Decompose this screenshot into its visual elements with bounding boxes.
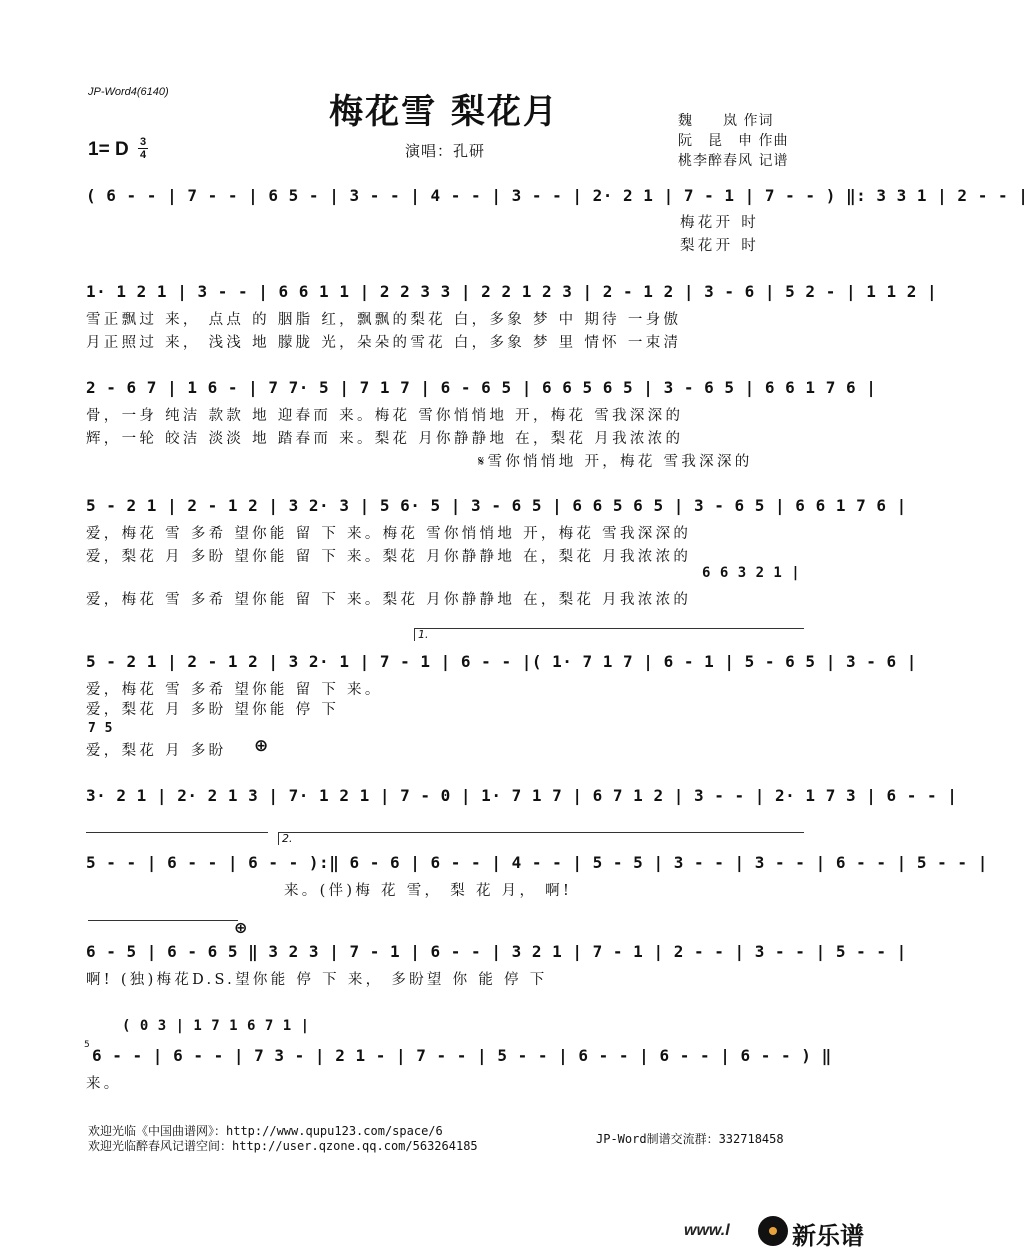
notation-row-9-upper: ( 0 3 | 1 7 1 6 7 1 | <box>122 1018 310 1034</box>
notation-row-6: 3· 2 1 | 2· 2 1 3 | 7· 1 2 1 | 7 - 0 | 1· 7 1 7 | 6 7 1 2 | 3 - - | 2· 1 7 3 | 6 - - | <box>86 786 958 805</box>
logo-brand: 新乐谱 <box>792 1222 864 1250</box>
alternate-notation: 6 6 3 2 1 | <box>702 565 801 581</box>
volta-2-bracket <box>278 832 302 845</box>
footer-link-qzone[interactable]: 欢迎光临醉春风记谱空间：http://user.qzone.qq.com/563264185 <box>88 1139 478 1153</box>
volta-1-bracket <box>414 628 438 641</box>
lyrics-row-2-verse-2: 月正照过 来， 浅浅 地 朦胧 光，朵朵的雪花 白，多象 梦 里 情怀 一束清 <box>86 335 682 351</box>
lyrics-row-1-verse-2: 梨花开 时 <box>680 238 760 254</box>
lyrics-row-3-verse-2: 辉，一轮 皎洁 淡淡 地 踏春而 来。梨花 月你静静地 在，梨花 月我浓浓的 <box>86 431 684 447</box>
composer-credit: 阮 昆 申 作曲 <box>678 133 789 149</box>
logo-url: www.l <box>684 1222 730 1239</box>
volta-2-label: 2. <box>282 832 293 845</box>
notation-row-5: 5 - 2 1 | 2 - 1 2 | 3 2· 1 | 7 - 1 | 6 - - |( 1· 7 1 7 | 6 - 1 | 5 - 6 5 | 3 - 6 | <box>86 652 917 671</box>
lyricist-credit: 魏 岚 作词 <box>678 113 774 129</box>
notation-row-8: 6 - 5 | 6 - 6 5 ‖ 3 2 3 | 7 - 1 | 6 - - | 3 2 1 | 7 - 1 | 2 - - | 3 - - | 5 - - | <box>86 942 907 961</box>
lyrics-row-3-verse-1: 骨，一身 纯洁 款款 地 迎春而 来。梅花 雪你悄悄地 开，梅花 雪我深深的 <box>86 408 684 424</box>
volta-1-label: 1. <box>418 628 429 641</box>
key-signature: 1= D <box>88 139 129 160</box>
lyrics-row-4-verse-3: 爱，梅花 雪 多希 望你能 留 下 来。梨花 月你静静地 在，梨花 月我浓浓的 <box>86 592 692 608</box>
lyrics-row-7: 来。(伴)梅 花 雪， 梨 花 月， 啊! <box>284 883 573 899</box>
notation-row-7: 5 - - | 6 - - | 6 - - ):‖ 6 - 6 | 6 - - | 4 - - | 5 - 5 | 3 - - | 3 - - | 6 - - | 5 - - | <box>86 853 988 872</box>
volta-continuation-line <box>86 832 268 833</box>
lyrics-row-2-verse-1: 雪正飘过 来， 点点 的 胭脂 红，飘飘的梨花 白，多象 梦 中 期待 一身傲 <box>86 312 682 328</box>
notation-row-4: 5 - 2 1 | 2 - 1 2 | 3 2· 3 | 5 6· 5 | 3 - 6 5 | 6 6 5 6 5 | 3 - 6 5 | 6 6 1 7 6 | <box>86 496 907 515</box>
footer-group: JP-Word制谱交流群：332718458 <box>596 1132 784 1146</box>
coda-sign-1: ⊕ <box>254 736 269 756</box>
singer: 演唱：孔研 <box>405 142 486 160</box>
lyrics-row-5-verse-1: 爱，梅花 雪 多希 望你能 留 下 来。 <box>86 682 383 698</box>
footer-link-qupu[interactable]: 欢迎光临《中国曲谱网》：http://www.qupu123.com/space/6 <box>88 1124 443 1138</box>
footer-links <box>88 1124 478 1154</box>
meter-top: 3 <box>139 136 147 148</box>
time-signature <box>138 136 148 161</box>
volta-2-line <box>278 832 804 833</box>
record-disc-icon <box>758 1216 788 1246</box>
segno-mark: 5 <box>84 1040 90 1050</box>
lyrics-row-4-verse-1: 爱，梅花 雪 多希 望你能 留 下 来。梅花 雪你悄悄地 开，梅花 雪我深深的 <box>86 526 692 542</box>
transcriber-credit: 桃李醉春风 记谱 <box>678 153 789 169</box>
lyrics-row-8: 啊! (独)梅花D.S.望你能 停 下 来， 多盼望 你 能 停 下 <box>86 972 548 988</box>
meter-bottom: 4 <box>139 149 147 161</box>
volta-1-line <box>414 628 804 629</box>
small-notation: 7 5 <box>88 721 113 736</box>
lyrics-row-5-verse-2: 爱，梨花 月 多盼 望你能 停 下 <box>86 702 340 718</box>
software-label: JP-Word4(6140) <box>88 86 169 98</box>
notation-row-9: 6 - - | 6 - - | 7 3 - | 2 1 - | 7 - - | 5 - - | 6 - - | 6 - - | 6 - - ) ‖ <box>92 1046 832 1065</box>
coda-line <box>88 920 238 921</box>
song-title: 梅花雪 梨花月 <box>329 92 559 132</box>
lyrics-row-1-verse-1: 梅花开 时 <box>680 215 760 231</box>
lyrics-row-5-verse-3: 爱，梨花 月 多盼 <box>86 743 227 759</box>
coda-sign-2: ⊕ <box>234 918 248 937</box>
notation-row-2: 1· 1 2 1 | 3 - - | 6 6 1 1 | 2 2 3 3 | 2 2 1 2 3 | 2 - 1 2 | 3 - 6 | 5 2 - | 1 1 2 | <box>86 282 938 301</box>
site-logo <box>684 1214 884 1250</box>
lyrics-row-4-verse-2: 爱，梨花 月 多盼 望你能 留 下 来。梨花 月你静静地 在，梨花 月我浓浓的 <box>86 549 692 565</box>
lyrics-row-9: 来。 <box>86 1076 122 1092</box>
notation-row-1: ( 6 - - | 7 - - | 6 5 - | 3 - - | 4 - - | 3 - - | 2· 2 1 | 7 - 1 | 7 - - ) ‖: 3 3 1 | 2 - - | <box>86 186 1028 205</box>
lyrics-row-3-segno: 𝄋雪你悄悄地 开，梅花 雪我深深的 <box>478 454 753 470</box>
notation-row-3: 2 - 6 7 | 1 6 - | 7 7· 5 | 7 1 7 | 6 - 6 5 | 6 6 5 6 5 | 3 - 6 5 | 6 6 1 7 6 | <box>86 378 877 397</box>
credits <box>678 111 788 171</box>
